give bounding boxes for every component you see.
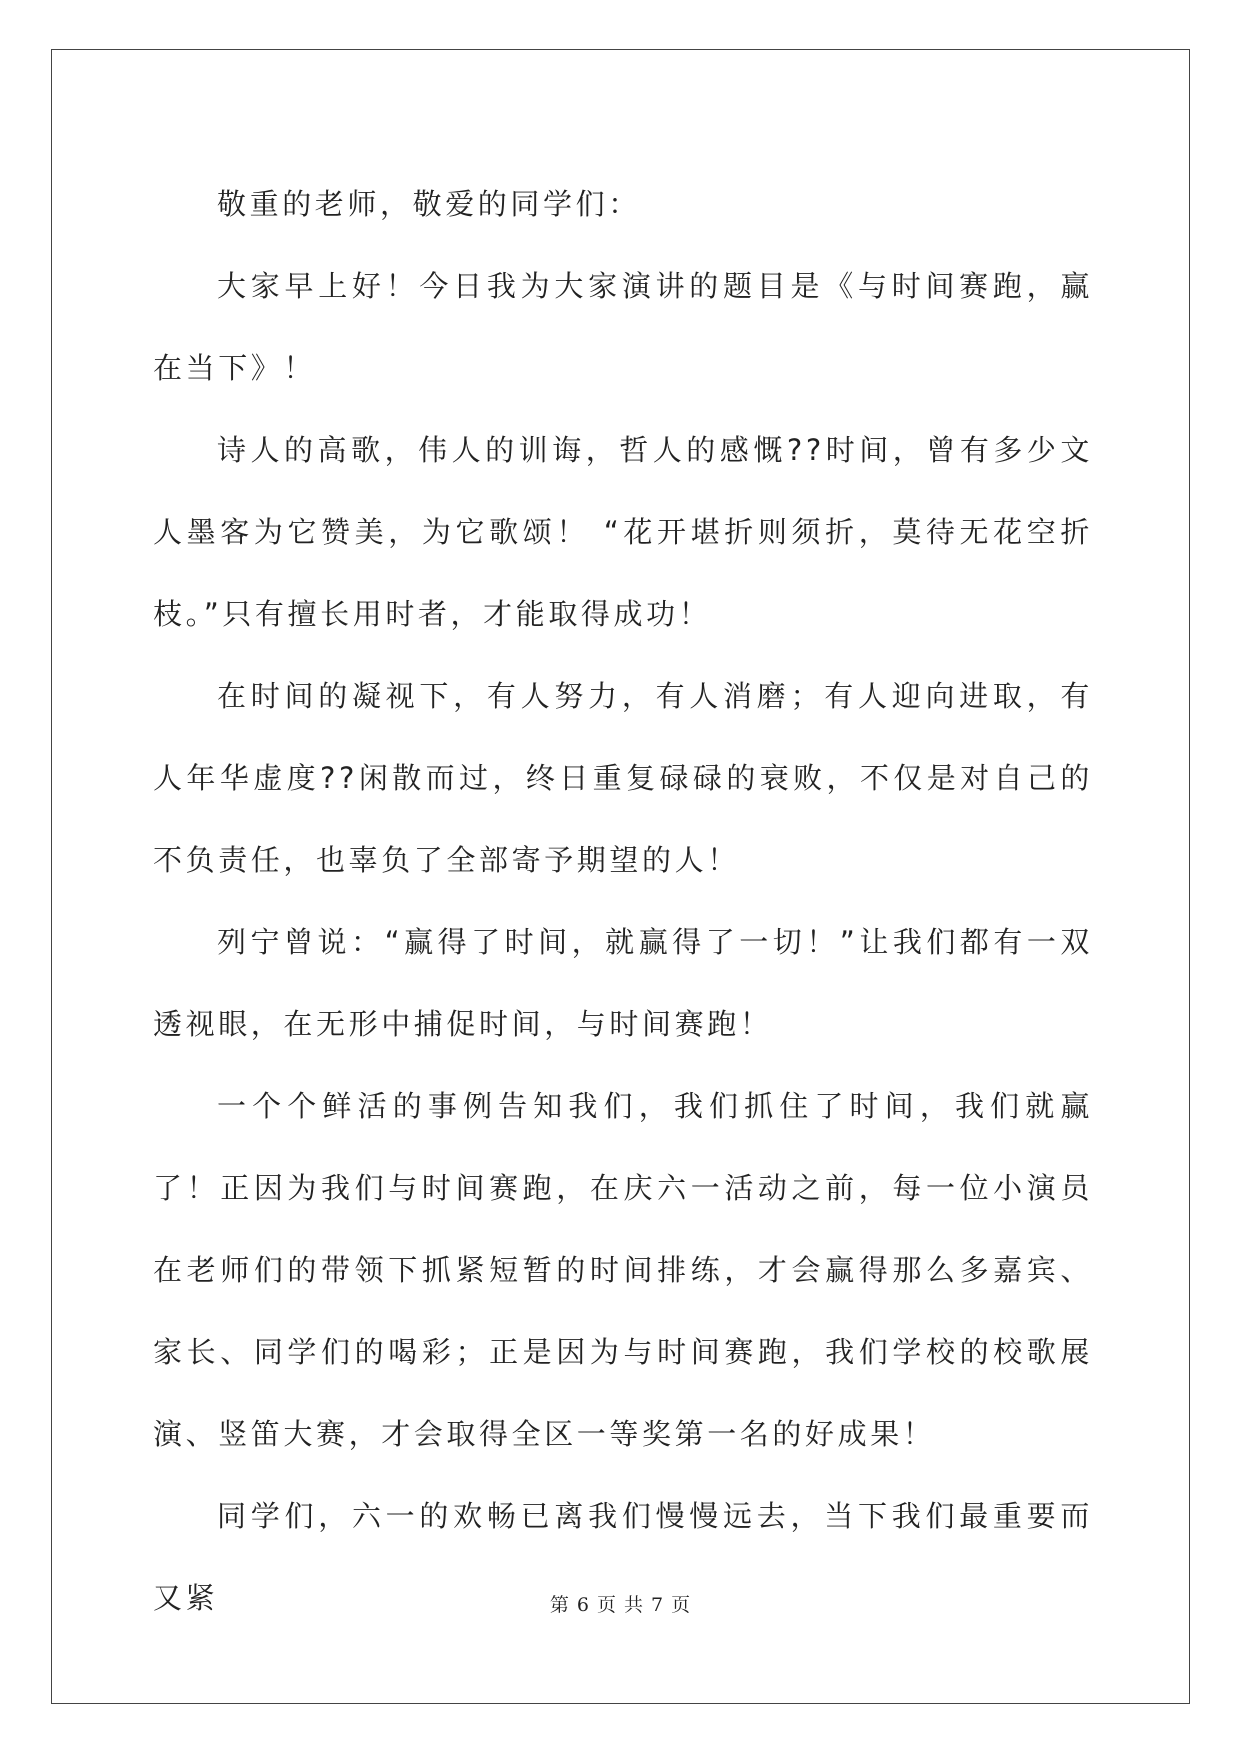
document-body bbox=[153, 163, 1093, 1639]
examples-paragraph: 一个个鲜活的事例告知我们，我们抓住了时间，我们就赢了！正因为我们与时间赛跑，在庆六一活动之前，每一位小演员在老师们的带领下抓紧短暂的时间排练，才会赢得那么多嘉宾、家长、同学们的喝彩；正是因为与时间赛跑，我们学校的校歌展演、竖笛大赛，才会取得全区一等奖第一名的好成果！ bbox=[153, 1089, 1093, 1451]
page-number-footer: 第 6 页 共 7 页 bbox=[549, 1594, 692, 1616]
lenin-quote-paragraph: 列宁曾说：“赢得了时间，就赢得了一切！”让我们都有一双透视眼，在无形中捕促时间，与时间赛跑！ bbox=[153, 925, 1093, 1041]
time-gaze-paragraph: 在时间的凝视下，有人努力，有人消磨；有人迎向进取，有人年华虚度??闲散而过，终日重复碌碌的衰败，不仅是对自己的不负责任，也辜负了全部寄予期望的人！ bbox=[153, 679, 1093, 877]
opening-paragraph: 大家早上好！今日我为大家演讲的题目是《与时间赛跑，赢在当下》！ bbox=[153, 269, 1093, 385]
poetry-paragraph: 诗人的高歌，伟人的训诲，哲人的感慨??时间，曾有多少文人墨客为它赞美，为它歌颂！ “花开堪折则须折，莫待无花空折枝。”只有擅长用时者，才能取得成功！ bbox=[153, 433, 1093, 631]
closing-paragraph: 同学们，六一的欢畅已离我们慢慢远去，当下我们最重要而又紧 bbox=[153, 1499, 1093, 1615]
salutation-paragraph: 敬重的老师，敬爱的同学们： bbox=[217, 187, 641, 221]
